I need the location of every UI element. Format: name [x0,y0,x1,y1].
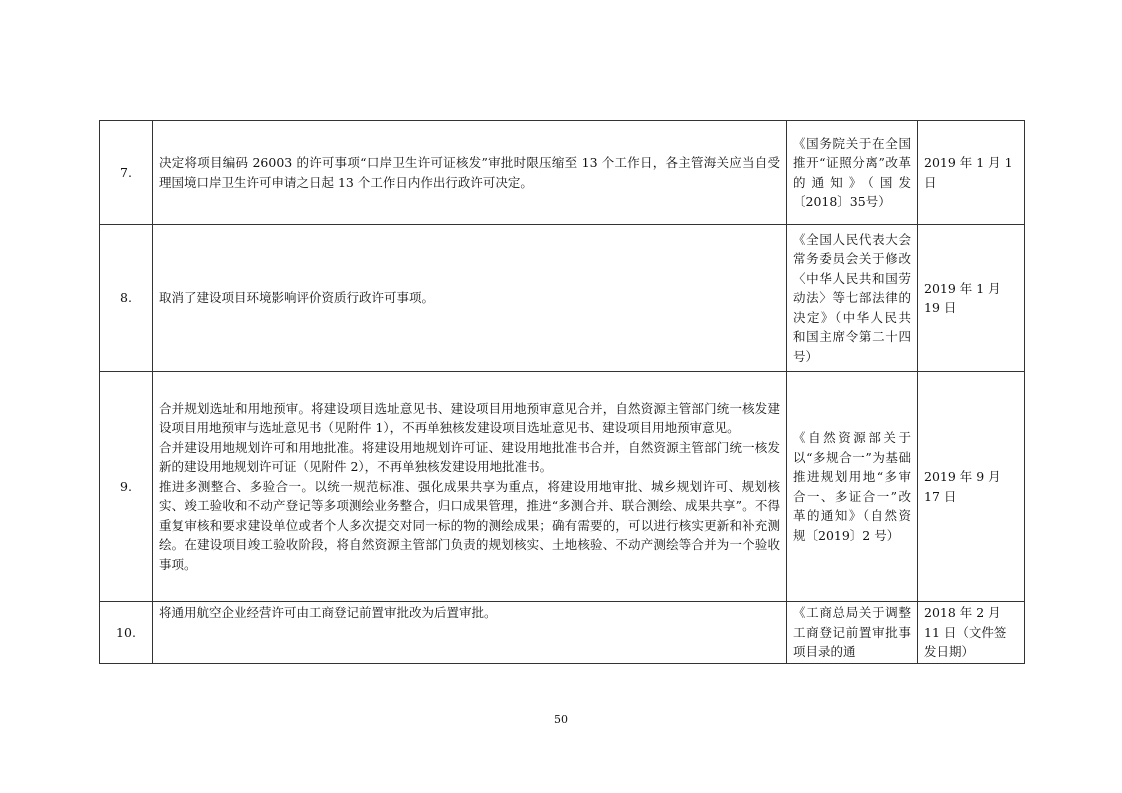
row-content [153,602,787,664]
row-source: 《自然资源部关于以“多规合一”为基础推进规划用地“多审合一、多证合一”改革的通知》（自然资规〔2019〕2 号） [787,372,918,602]
regulation-table [99,120,1025,664]
row-date: 2019 年 1 月 19 日 [918,225,1025,372]
row-content [153,121,787,225]
page-number: 50 [554,713,568,726]
table-row [100,121,1025,225]
table-row [100,225,1025,372]
content-paragraph: 合并建设用地规划许可和用地批准。将建设用地规划许可证、建设用地批准书合并，自然资源主管部门统一核发新的建设用地规划许可证（见附件 2），不再单独核发建设用地批准书。 [159,439,780,475]
content-paragraph: 将通用航空企业经营许可由工商登记前置审批改为后置审批。 [159,605,497,620]
row-date: 2019 年 9 月 17 日 [918,372,1025,602]
row-source: 《国务院关于在全国推开“证照分离”改革的通知》（国发〔2018〕35号） [787,121,918,225]
content-paragraph: 决定将项目编码 26003 的许可事项“口岸卫生许可证核发”审批时限压缩至 13 个工作日，各主管海关应当自受理国境口岸卫生许可申请之日起 13 个工作日内作出行政许可决定。 [159,155,780,190]
row-date: 2018 年 2 月 11 日（文件签发日期） [918,602,1025,664]
content-paragraph: 取消了建设项目环境影响评价资质行政许可事项。 [159,290,435,306]
content-paragraph: 合并规划选址和用地预审。将建设项目选址意见书、建设项目用地预审意见合并，自然资源主管部门统一核发建设项目用地预审与选址意见书（见附件 1），不再单独核发建设项目选址意见书、建设项目用地预审意见。 [159,400,780,436]
row-number: 9. [100,372,153,602]
row-source: 《全国人民代表大会常务委员会关于修改〈中华人民共和国劳动法〉等七部法律的决定》（中华人民共和国主席令第二十四号） [787,225,918,372]
row-number: 8. [100,225,153,372]
row-date: 2019 年 1 月 1 日 [918,121,1025,225]
row-number: 10. [100,602,153,664]
table-row [100,372,1025,602]
content-paragraph: 推进多测整合、多验合一。以统一规范标准、强化成果共享为重点，将建设用地审批、城乡规划许可、规划核实、竣工验收和不动产登记等多项测绘业务整合，归口成果管理，推进“多测合并、联合测绘、成果共享”。不得重复审核和要求建设单位或者个人多次提交对同一标的物的测绘成果；确有需要的，可以进行核实更新和补充测绘。在建设项目竣工验收阶段，将自然资源主管部门负责的规划核实、土地核验、不动产测绘等合并为一个验收事项。 [159,478,780,572]
row-content [153,372,787,602]
row-source: 《工商总局关于调整工商登记前置审批事项目录的通 [787,602,918,664]
row-content [153,225,787,372]
table-row [100,602,1025,664]
row-number: 7. [100,121,153,225]
